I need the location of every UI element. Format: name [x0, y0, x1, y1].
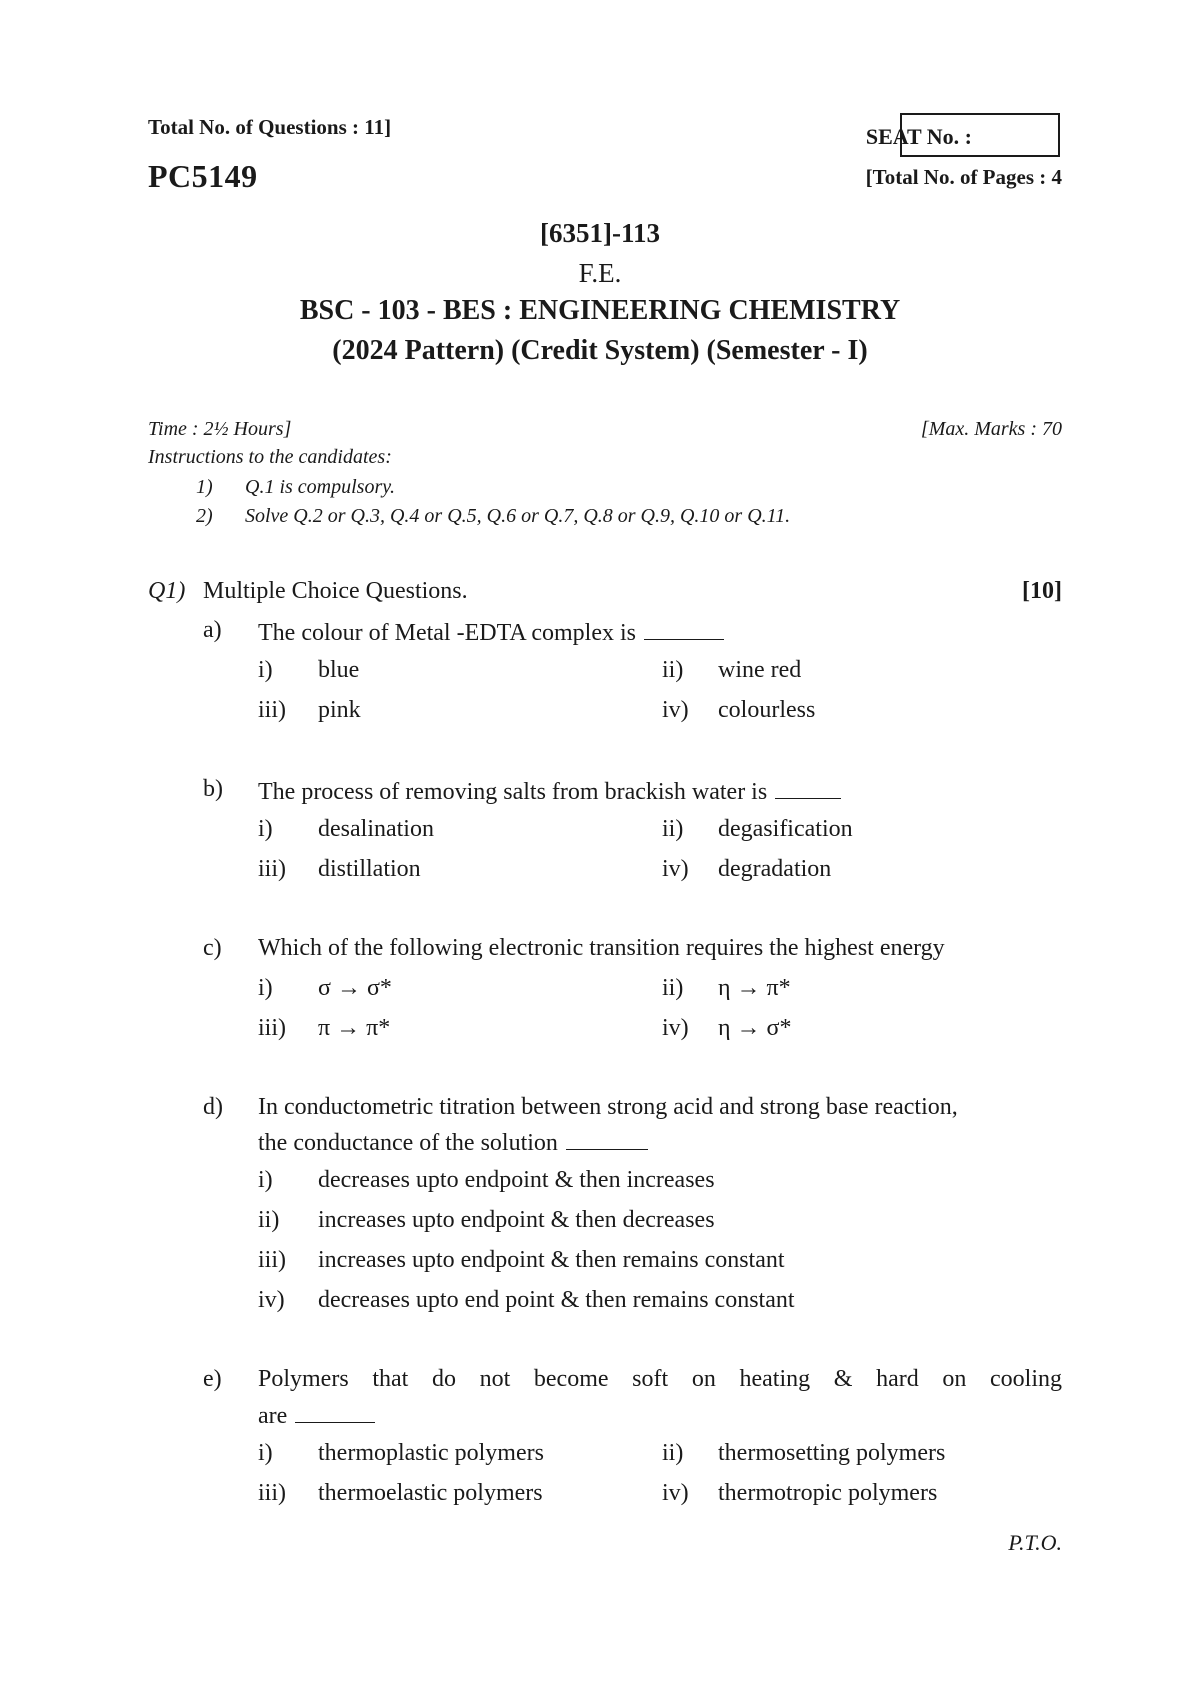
option-number: iii)	[258, 856, 286, 882]
instruction-number: 2)	[196, 505, 213, 527]
option-number: iii)	[258, 1015, 286, 1041]
option-number: iv)	[662, 1015, 689, 1041]
max-marks: [Max. Marks : 70	[920, 418, 1062, 440]
item-question-text: The colour of Metal -EDTA complex is	[258, 620, 636, 646]
item-letter: d)	[203, 1094, 223, 1120]
option-number: i)	[258, 657, 273, 683]
item-question: Which of the following electronic transition requires the highest energy	[258, 935, 945, 961]
item-question-line2	[258, 1400, 375, 1430]
question-number: Q1)	[148, 578, 186, 604]
answer-blank	[644, 617, 724, 640]
course-name: F.E.	[578, 258, 622, 288]
option-text: σ → σ*	[318, 975, 392, 1001]
option-text: increases upto endpoint & then decreases	[318, 1207, 715, 1233]
instruction-number: 1)	[196, 476, 213, 498]
item-letter: c)	[203, 935, 222, 961]
option-number: i)	[258, 816, 273, 842]
item-letter: a)	[203, 617, 222, 643]
option-number: iv)	[662, 856, 689, 882]
option-text: thermotropic polymers	[718, 1480, 938, 1506]
item-letter: b)	[203, 776, 223, 802]
subject-title: BSC - 103 - BES : ENGINEERING CHEMISTRY	[299, 295, 901, 326]
option-text: wine red	[718, 657, 802, 683]
option-number: ii)	[662, 816, 684, 842]
answer-blank	[295, 1400, 375, 1423]
option-text: η → π*	[718, 975, 791, 1001]
option-number: iii)	[258, 697, 286, 723]
item-question-text: are	[258, 1403, 288, 1429]
option-text: decreases upto end point & then remains constant	[318, 1287, 795, 1313]
option-text: distillation	[318, 856, 421, 882]
seat-label: SEAT No. :	[865, 124, 972, 149]
option-text: increases upto endpoint & then remains constant	[318, 1247, 785, 1273]
question-marks: [10]	[1022, 578, 1062, 604]
instruction-text: Q.1 is compulsory.	[245, 476, 395, 498]
option-text: blue	[318, 657, 360, 683]
option-text: η → σ*	[718, 1015, 792, 1041]
total-questions: Total No. of Questions : 11]	[148, 115, 392, 139]
item-question	[258, 617, 724, 647]
pattern-line: (2024 Pattern) (Credit System) (Semester - I)	[332, 335, 868, 366]
answer-blank	[775, 776, 841, 799]
option-text: thermosetting polymers	[718, 1440, 946, 1466]
option-number: i)	[258, 1440, 273, 1466]
seat-number-box[interactable]	[900, 113, 1060, 157]
total-pages: [Total No. of Pages : 4	[865, 165, 1062, 189]
option-number: iii)	[258, 1247, 286, 1273]
answer-blank	[566, 1127, 648, 1150]
option-number: iii)	[258, 1480, 286, 1506]
option-number: ii)	[662, 1440, 684, 1466]
option-number: iv)	[662, 1480, 689, 1506]
instructions-heading: Instructions to the candidates:	[148, 446, 392, 468]
option-text: pink	[318, 697, 361, 723]
item-question-line1: In conductometric titration between strong acid and strong base reaction,	[258, 1094, 958, 1120]
option-number: ii)	[662, 975, 684, 1001]
item-question-text: the conductance of the solution	[258, 1130, 558, 1156]
option-text: degasification	[718, 816, 853, 842]
option-text: desalination	[318, 816, 434, 842]
exam-code: [6351]-113	[540, 218, 660, 248]
option-number: iv)	[662, 697, 689, 723]
option-number: i)	[258, 975, 273, 1001]
option-text: colourless	[718, 697, 816, 723]
paper-code: PC5149	[148, 158, 258, 194]
item-question-text: The process of removing salts from brackish water is	[258, 779, 768, 805]
option-number: iv)	[258, 1287, 285, 1313]
instruction-text: Solve Q.2 or Q.3, Q.4 or Q.5, Q.6 or Q.7, Q.8 or Q.9, Q.10 or Q.11.	[245, 505, 791, 527]
option-text: thermoplastic polymers	[318, 1440, 544, 1466]
option-number: i)	[258, 1167, 273, 1193]
exam-time: Time : 2½ Hours]	[148, 418, 292, 440]
option-text: degradation	[718, 856, 832, 882]
item-question	[258, 776, 841, 806]
option-number: ii)	[662, 657, 684, 683]
question-title: Multiple Choice Questions.	[203, 578, 468, 604]
page-turn-over: P.T.O.	[1008, 1530, 1062, 1555]
item-letter: e)	[203, 1366, 222, 1392]
option-text: π → π*	[318, 1015, 391, 1041]
item-question-line1: Polymers that do not become soft on heating & hard on cooling	[258, 1366, 1062, 1392]
option-text: thermoelastic polymers	[318, 1480, 543, 1506]
option-text: decreases upto endpoint & then increases	[318, 1167, 715, 1193]
option-number: ii)	[258, 1207, 280, 1233]
item-question-line2	[258, 1127, 648, 1157]
